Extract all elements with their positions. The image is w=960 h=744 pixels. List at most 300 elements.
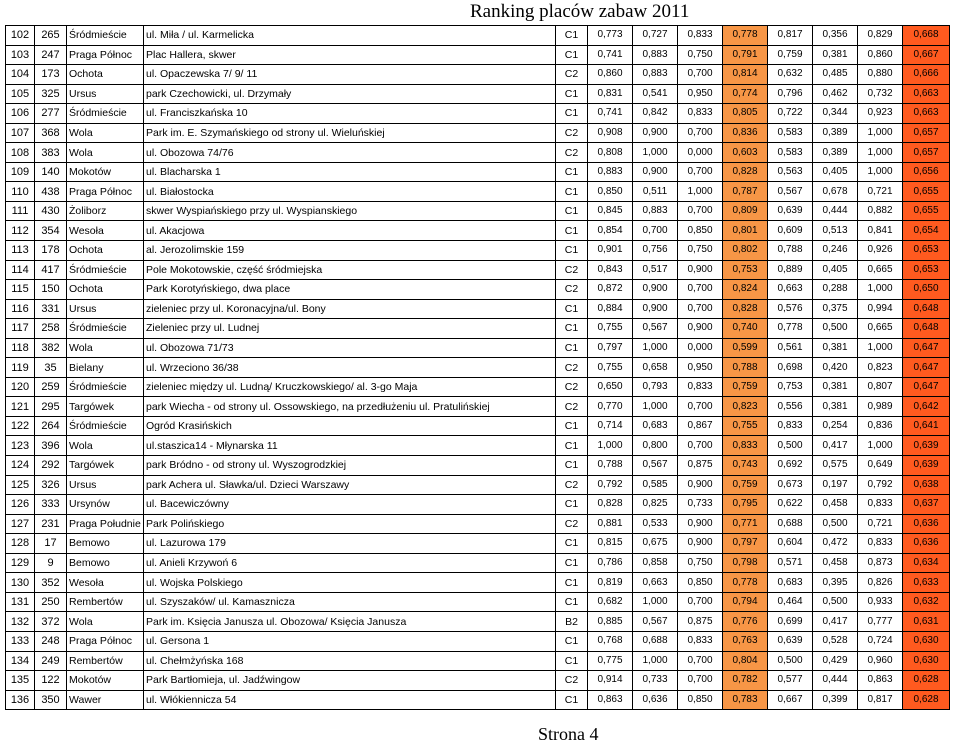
rank-cell: 115: [6, 280, 35, 300]
score-total-cell: 0,653: [903, 260, 950, 280]
class-cell: C1: [556, 416, 588, 436]
district-cell: Targówek: [67, 456, 144, 476]
score-6-cell: 0,444: [813, 201, 858, 221]
class-cell: C1: [556, 45, 588, 65]
score-3-cell: 0,750: [678, 241, 723, 261]
score-3-cell: 0,850: [678, 221, 723, 241]
score-6-cell: 0,381: [813, 338, 858, 358]
location-cell: al. Jerozolimskie 159: [144, 241, 556, 261]
score-7-cell: 1,000: [858, 280, 903, 300]
score-7-cell: 0,649: [858, 456, 903, 476]
score-4-cell: 0,802: [723, 241, 768, 261]
rank-cell: 104: [6, 65, 35, 85]
page-footer: Strona 4: [538, 724, 599, 744]
rank-cell: 136: [6, 690, 35, 710]
score-3-cell: 0,700: [678, 592, 723, 612]
score-4-cell: 0,804: [723, 651, 768, 671]
score-total-cell: 0,632: [903, 592, 950, 612]
score-2-cell: 0,800: [633, 436, 678, 456]
score-1-cell: 0,797: [588, 338, 633, 358]
table-row: [6, 65, 950, 85]
class-cell: C2: [556, 143, 588, 163]
class-cell: C1: [556, 104, 588, 124]
rank-cell: 127: [6, 514, 35, 534]
score-total-cell: 0,648: [903, 299, 950, 319]
table-row: [6, 280, 950, 300]
class-cell: C1: [556, 573, 588, 593]
rank-cell: 128: [6, 534, 35, 554]
score-total-cell: 0,639: [903, 456, 950, 476]
score-3-cell: 0,700: [678, 397, 723, 417]
rank-cell: 103: [6, 45, 35, 65]
score-1-cell: 0,741: [588, 104, 633, 124]
score-1-cell: 1,000: [588, 436, 633, 456]
score-1-cell: 0,755: [588, 358, 633, 378]
table-row: [6, 26, 950, 46]
score-1-cell: 0,792: [588, 475, 633, 495]
score-5-cell: 0,663: [768, 280, 813, 300]
score-6-cell: 0,472: [813, 534, 858, 554]
class-cell: C2: [556, 260, 588, 280]
score-5-cell: 0,698: [768, 358, 813, 378]
location-cell: ul. Anieli Krzywoń 6: [144, 553, 556, 573]
score-total-cell: 0,654: [903, 221, 950, 241]
score-5-cell: 0,500: [768, 436, 813, 456]
score-3-cell: 0,700: [678, 436, 723, 456]
score-5-cell: 0,692: [768, 456, 813, 476]
table-row: [6, 319, 950, 339]
location-cell: ul. Lazurowa 179: [144, 534, 556, 554]
id-cell: 438: [35, 182, 67, 202]
score-6-cell: 0,458: [813, 553, 858, 573]
score-3-cell: 0,733: [678, 495, 723, 515]
score-6-cell: 0,528: [813, 631, 858, 651]
rank-cell: 117: [6, 319, 35, 339]
location-cell: ul. Opaczewska 7/ 9/ 11: [144, 65, 556, 85]
score-4-cell: 0,783: [723, 690, 768, 710]
score-3-cell: 0,900: [678, 319, 723, 339]
score-4-cell: 0,798: [723, 553, 768, 573]
score-5-cell: 0,583: [768, 123, 813, 143]
score-5-cell: 0,577: [768, 671, 813, 691]
score-2-cell: 0,900: [633, 162, 678, 182]
table-row: [6, 690, 950, 710]
district-cell: Śródmieście: [67, 260, 144, 280]
score-1-cell: 0,786: [588, 553, 633, 573]
score-6-cell: 0,417: [813, 436, 858, 456]
rank-cell: 102: [6, 26, 35, 46]
score-4-cell: 0,599: [723, 338, 768, 358]
score-2-cell: 0,533: [633, 514, 678, 534]
score-total-cell: 0,666: [903, 65, 950, 85]
score-2-cell: 1,000: [633, 143, 678, 163]
id-cell: 248: [35, 631, 67, 651]
class-cell: C1: [556, 631, 588, 651]
score-3-cell: 0,900: [678, 475, 723, 495]
score-4-cell: 0,828: [723, 299, 768, 319]
score-4-cell: 0,833: [723, 436, 768, 456]
id-cell: 35: [35, 358, 67, 378]
score-6-cell: 0,197: [813, 475, 858, 495]
score-total-cell: 0,639: [903, 436, 950, 456]
score-7-cell: 0,826: [858, 573, 903, 593]
score-6-cell: 0,420: [813, 358, 858, 378]
score-7-cell: 1,000: [858, 436, 903, 456]
class-cell: C2: [556, 671, 588, 691]
score-7-cell: 0,807: [858, 377, 903, 397]
district-cell: Wesoła: [67, 221, 144, 241]
id-cell: 325: [35, 84, 67, 104]
score-5-cell: 0,609: [768, 221, 813, 241]
score-2-cell: 0,825: [633, 495, 678, 515]
score-1-cell: 0,788: [588, 456, 633, 476]
score-5-cell: 0,683: [768, 573, 813, 593]
score-6-cell: 0,344: [813, 104, 858, 124]
id-cell: 372: [35, 612, 67, 632]
ranking-table-body: [6, 26, 950, 710]
id-cell: 250: [35, 592, 67, 612]
rank-cell: 121: [6, 397, 35, 417]
district-cell: Ochota: [67, 241, 144, 261]
table-row: [6, 631, 950, 651]
score-7-cell: 1,000: [858, 123, 903, 143]
score-3-cell: 0,700: [678, 123, 723, 143]
score-total-cell: 0,631: [903, 612, 950, 632]
score-2-cell: 1,000: [633, 651, 678, 671]
score-6-cell: 0,458: [813, 495, 858, 515]
score-2-cell: 0,511: [633, 182, 678, 202]
score-6-cell: 0,444: [813, 671, 858, 691]
district-cell: Śródmieście: [67, 377, 144, 397]
score-2-cell: 0,658: [633, 358, 678, 378]
table-row: [6, 534, 950, 554]
id-cell: 383: [35, 143, 67, 163]
score-1-cell: 0,808: [588, 143, 633, 163]
score-4-cell: 0,801: [723, 221, 768, 241]
score-2-cell: 0,517: [633, 260, 678, 280]
class-cell: C1: [556, 553, 588, 573]
table-row: [6, 416, 950, 436]
location-cell: Zieleniec przy ul. Ludnej: [144, 319, 556, 339]
score-1-cell: 0,773: [588, 26, 633, 46]
id-cell: 417: [35, 260, 67, 280]
score-5-cell: 0,778: [768, 319, 813, 339]
score-6-cell: 0,405: [813, 162, 858, 182]
score-5-cell: 0,673: [768, 475, 813, 495]
score-total-cell: 0,663: [903, 84, 950, 104]
table-row: [6, 182, 950, 202]
score-3-cell: 0,000: [678, 143, 723, 163]
location-cell: Park Bartłomieja, ul. Jadźwingow: [144, 671, 556, 691]
score-1-cell: 0,908: [588, 123, 633, 143]
score-6-cell: 0,500: [813, 319, 858, 339]
id-cell: 258: [35, 319, 67, 339]
location-cell: ul. Białostocka: [144, 182, 556, 202]
score-2-cell: 0,636: [633, 690, 678, 710]
district-cell: Wawer: [67, 690, 144, 710]
score-4-cell: 0,771: [723, 514, 768, 534]
score-5-cell: 0,632: [768, 65, 813, 85]
district-cell: Mokotów: [67, 671, 144, 691]
table-row: [6, 143, 950, 163]
score-6-cell: 0,381: [813, 45, 858, 65]
district-cell: Żoliborz: [67, 201, 144, 221]
location-cell: Plac Hallera, skwer: [144, 45, 556, 65]
score-2-cell: 0,842: [633, 104, 678, 124]
id-cell: 277: [35, 104, 67, 124]
score-1-cell: 0,854: [588, 221, 633, 241]
score-1-cell: 0,860: [588, 65, 633, 85]
location-cell: ul. Obozowa 74/76: [144, 143, 556, 163]
score-7-cell: 0,665: [858, 319, 903, 339]
district-cell: Bemowo: [67, 534, 144, 554]
score-5-cell: 0,561: [768, 338, 813, 358]
id-cell: 350: [35, 690, 67, 710]
score-5-cell: 0,583: [768, 143, 813, 163]
table-row: [6, 84, 950, 104]
district-cell: Wesoła: [67, 573, 144, 593]
score-5-cell: 0,833: [768, 416, 813, 436]
score-2-cell: 1,000: [633, 592, 678, 612]
score-3-cell: 0,950: [678, 84, 723, 104]
table-row: [6, 241, 950, 261]
location-cell: ul. Szyszaków/ ul. Kamasznicza: [144, 592, 556, 612]
rank-cell: 133: [6, 631, 35, 651]
score-7-cell: 0,860: [858, 45, 903, 65]
class-cell: C1: [556, 241, 588, 261]
score-7-cell: 0,836: [858, 416, 903, 436]
rank-cell: 110: [6, 182, 35, 202]
rank-cell: 132: [6, 612, 35, 632]
class-cell: C2: [556, 280, 588, 300]
score-6-cell: 0,389: [813, 143, 858, 163]
district-cell: Ursynów: [67, 495, 144, 515]
rank-cell: 124: [6, 456, 35, 476]
score-1-cell: 0,815: [588, 534, 633, 554]
id-cell: 249: [35, 651, 67, 671]
district-cell: Bielany: [67, 358, 144, 378]
score-4-cell: 0,740: [723, 319, 768, 339]
score-3-cell: 0,750: [678, 553, 723, 573]
table-row: [6, 358, 950, 378]
score-2-cell: 0,883: [633, 45, 678, 65]
score-2-cell: 0,567: [633, 319, 678, 339]
score-3-cell: 0,900: [678, 260, 723, 280]
score-1-cell: 0,881: [588, 514, 633, 534]
table-row: [6, 377, 950, 397]
score-7-cell: 0,933: [858, 592, 903, 612]
score-1-cell: 0,755: [588, 319, 633, 339]
score-3-cell: 0,850: [678, 690, 723, 710]
score-5-cell: 0,464: [768, 592, 813, 612]
id-cell: 140: [35, 162, 67, 182]
score-2-cell: 0,675: [633, 534, 678, 554]
score-1-cell: 0,885: [588, 612, 633, 632]
score-4-cell: 0,824: [723, 280, 768, 300]
score-1-cell: 0,872: [588, 280, 633, 300]
rank-cell: 111: [6, 201, 35, 221]
score-7-cell: 0,817: [858, 690, 903, 710]
location-cell: Pole Mokotowskie, część śródmiejska: [144, 260, 556, 280]
score-2-cell: 1,000: [633, 338, 678, 358]
score-3-cell: 0,950: [678, 358, 723, 378]
score-2-cell: 0,727: [633, 26, 678, 46]
score-6-cell: 0,405: [813, 260, 858, 280]
district-cell: Ursus: [67, 84, 144, 104]
id-cell: 264: [35, 416, 67, 436]
score-7-cell: 0,880: [858, 65, 903, 85]
district-cell: Targówek: [67, 397, 144, 417]
rank-cell: 114: [6, 260, 35, 280]
class-cell: C1: [556, 436, 588, 456]
table-row: [6, 299, 950, 319]
score-6-cell: 0,399: [813, 690, 858, 710]
district-cell: Śródmieście: [67, 319, 144, 339]
score-5-cell: 0,722: [768, 104, 813, 124]
rank-cell: 118: [6, 338, 35, 358]
score-5-cell: 0,567: [768, 182, 813, 202]
id-cell: 247: [35, 45, 67, 65]
score-5-cell: 0,796: [768, 84, 813, 104]
score-4-cell: 0,794: [723, 592, 768, 612]
score-3-cell: 1,000: [678, 182, 723, 202]
score-4-cell: 0,797: [723, 534, 768, 554]
score-total-cell: 0,657: [903, 143, 950, 163]
score-4-cell: 0,753: [723, 260, 768, 280]
table-row: [6, 162, 950, 182]
id-cell: 382: [35, 338, 67, 358]
score-5-cell: 0,604: [768, 534, 813, 554]
score-3-cell: 0,700: [678, 299, 723, 319]
class-cell: C2: [556, 65, 588, 85]
id-cell: 396: [35, 436, 67, 456]
table-row: [6, 436, 950, 456]
score-total-cell: 0,647: [903, 377, 950, 397]
id-cell: 231: [35, 514, 67, 534]
class-cell: C1: [556, 26, 588, 46]
score-7-cell: 0,994: [858, 299, 903, 319]
score-5-cell: 0,688: [768, 514, 813, 534]
score-3-cell: 0,000: [678, 338, 723, 358]
score-5-cell: 0,576: [768, 299, 813, 319]
score-7-cell: 0,665: [858, 260, 903, 280]
score-7-cell: 0,882: [858, 201, 903, 221]
score-4-cell: 0,795: [723, 495, 768, 515]
table-row: [6, 592, 950, 612]
score-4-cell: 0,782: [723, 671, 768, 691]
score-1-cell: 0,843: [588, 260, 633, 280]
score-4-cell: 0,787: [723, 182, 768, 202]
ranking-table: [5, 25, 950, 710]
rank-cell: 123: [6, 436, 35, 456]
score-total-cell: 0,655: [903, 201, 950, 221]
score-6-cell: 0,381: [813, 397, 858, 417]
score-4-cell: 0,814: [723, 65, 768, 85]
id-cell: 17: [35, 534, 67, 554]
score-2-cell: 0,683: [633, 416, 678, 436]
score-3-cell: 0,700: [678, 201, 723, 221]
score-1-cell: 0,741: [588, 45, 633, 65]
score-3-cell: 0,900: [678, 534, 723, 554]
rank-cell: 120: [6, 377, 35, 397]
score-5-cell: 0,639: [768, 631, 813, 651]
location-cell: ul. Blacharska 1: [144, 162, 556, 182]
score-3-cell: 0,875: [678, 456, 723, 476]
score-7-cell: 0,863: [858, 671, 903, 691]
score-1-cell: 0,775: [588, 651, 633, 671]
id-cell: 352: [35, 573, 67, 593]
rank-cell: 122: [6, 416, 35, 436]
score-1-cell: 0,819: [588, 573, 633, 593]
rank-cell: 129: [6, 553, 35, 573]
district-cell: Praga Północ: [67, 182, 144, 202]
score-4-cell: 0,778: [723, 573, 768, 593]
score-2-cell: 0,900: [633, 280, 678, 300]
rank-cell: 119: [6, 358, 35, 378]
table-row: [6, 221, 950, 241]
table-row: [6, 201, 950, 221]
class-cell: C2: [556, 358, 588, 378]
score-2-cell: 0,733: [633, 671, 678, 691]
location-cell: ul. Obozowa 71/73: [144, 338, 556, 358]
table-row: [6, 104, 950, 124]
location-cell: Park im. Księcia Janusza ul. Obozowa/ Księcia Janusza: [144, 612, 556, 632]
score-4-cell: 0,755: [723, 416, 768, 436]
score-total-cell: 0,655: [903, 182, 950, 202]
score-4-cell: 0,823: [723, 397, 768, 417]
score-2-cell: 0,567: [633, 456, 678, 476]
location-cell: ul. Wrzeciono 36/38: [144, 358, 556, 378]
score-2-cell: 0,793: [633, 377, 678, 397]
table-row: [6, 123, 950, 143]
score-7-cell: 0,833: [858, 534, 903, 554]
score-7-cell: 0,960: [858, 651, 903, 671]
class-cell: C1: [556, 651, 588, 671]
table-row: [6, 651, 950, 671]
score-total-cell: 0,630: [903, 651, 950, 671]
district-cell: Ochota: [67, 280, 144, 300]
class-cell: C2: [556, 514, 588, 534]
table-row: [6, 573, 950, 593]
class-cell: C1: [556, 690, 588, 710]
score-6-cell: 0,500: [813, 514, 858, 534]
id-cell: 333: [35, 495, 67, 515]
rank-cell: 125: [6, 475, 35, 495]
table-row: [6, 671, 950, 691]
class-cell: C1: [556, 162, 588, 182]
score-6-cell: 0,513: [813, 221, 858, 241]
id-cell: 265: [35, 26, 67, 46]
score-1-cell: 0,914: [588, 671, 633, 691]
class-cell: C1: [556, 592, 588, 612]
score-3-cell: 0,700: [678, 671, 723, 691]
rank-cell: 131: [6, 592, 35, 612]
class-cell: C1: [556, 201, 588, 221]
location-cell: park Wiecha - od strony ul. Ossowskiego, na przedłużeniu ul. Pratulińskiej: [144, 397, 556, 417]
score-2-cell: 0,700: [633, 221, 678, 241]
score-total-cell: 0,636: [903, 534, 950, 554]
class-cell: C2: [556, 397, 588, 417]
id-cell: 331: [35, 299, 67, 319]
class-cell: C1: [556, 319, 588, 339]
location-cell: skwer Wyspiańskiego przy ul. Wyspianskiego: [144, 201, 556, 221]
score-3-cell: 0,833: [678, 377, 723, 397]
class-cell: C1: [556, 182, 588, 202]
score-7-cell: 0,923: [858, 104, 903, 124]
score-1-cell: 0,682: [588, 592, 633, 612]
rank-cell: 107: [6, 123, 35, 143]
class-cell: B2: [556, 612, 588, 632]
